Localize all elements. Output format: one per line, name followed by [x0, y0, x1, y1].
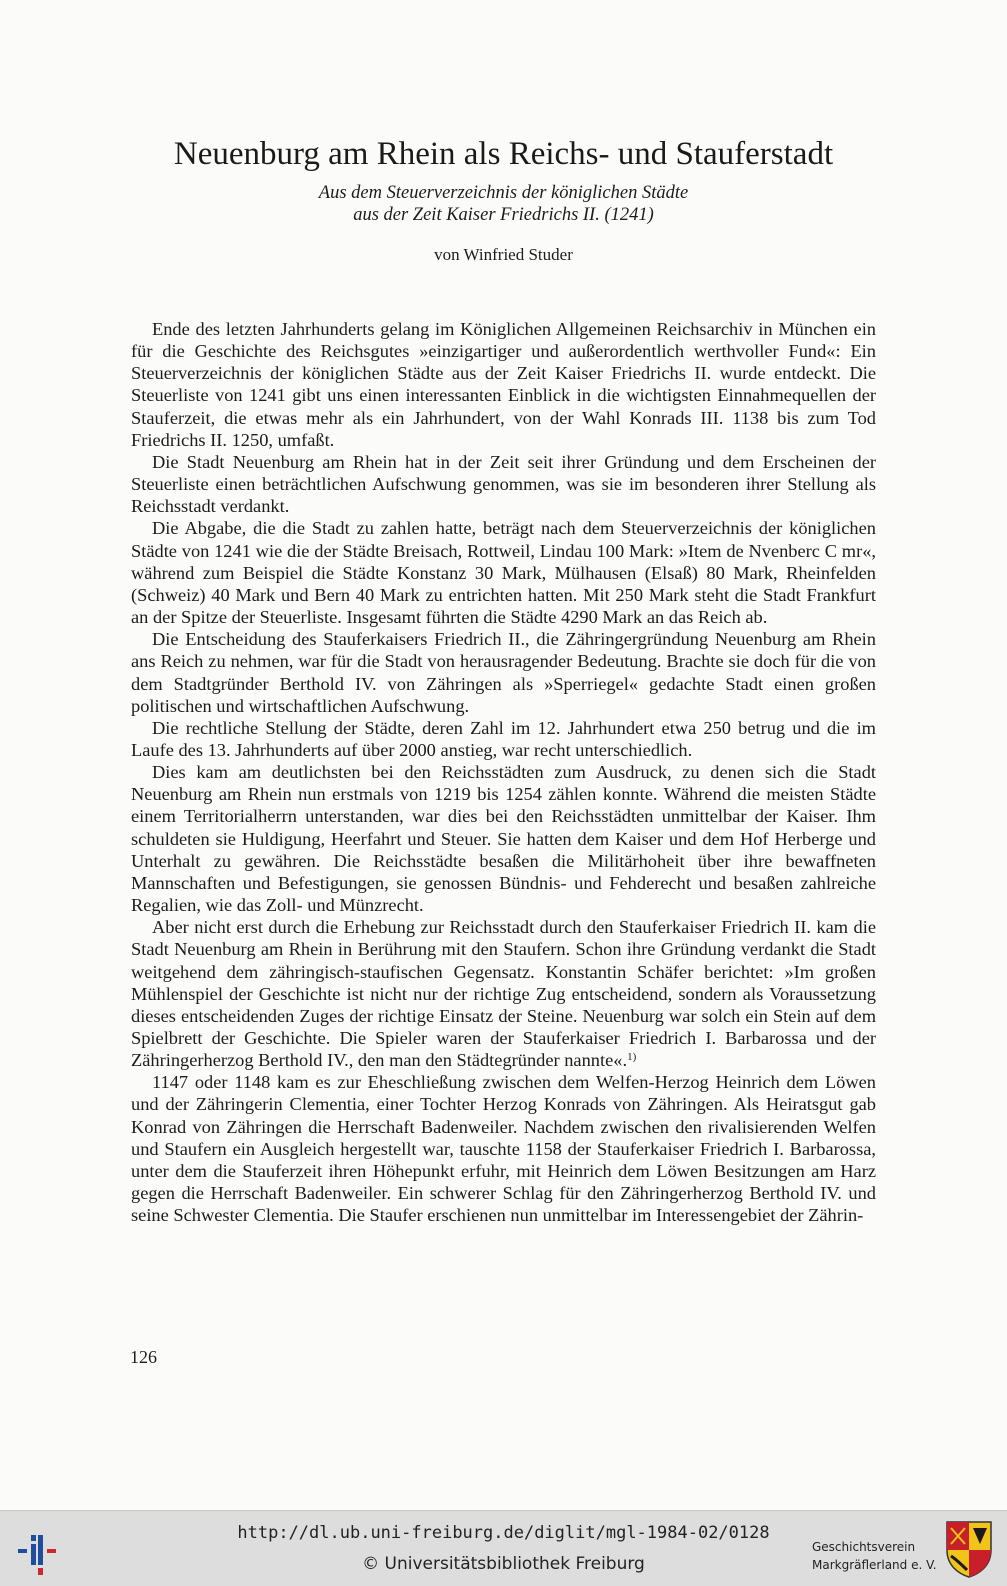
page-number: 126	[130, 1347, 157, 1367]
copyright-notice: © Universitätsbibliothek Freiburg	[362, 1554, 645, 1574]
paragraph: Ende des letzten Jahrhunderts gelang im Königlichen Allgemeinen Reichsarchiv in München ein für die Geschichte des Reichsgutes »einzigartiger und außerordentlich werthvoller Fund«: Ein Steuerverzeichnis der königlichen Städte aus der Zeit Kaiser Friedrichs II. wurde entdeckt. Die Steuerliste von 1241 gibt uns einen interessanten Einblick in die wichtigsten Einnahmequellen der Stauferzeit, die etwas mehr als ein Jahrhundert, von der Wahl Konrads III. 1138 bis zum Tod Friedrichs II. 1250, umfaßt.	[131, 319, 876, 450]
article-author: von Winfried Studer	[434, 245, 573, 264]
article-subtitle	[0, 182, 1007, 226]
subtitle-line-2: aus der Zeit Kaiser Friedrichs II. (1241)	[353, 205, 654, 225]
coat-of-arms-icon	[945, 1520, 993, 1578]
footer-bar	[0, 1510, 1007, 1586]
footnote-marker[interactable]: 1)	[627, 1051, 637, 1064]
document-url-link[interactable]: http://dl.ub.uni-freiburg.de/diglit/mgl-1984-02/0128	[237, 1523, 770, 1543]
paragraph: Die rechtliche Stellung der Städte, deren Zahl im 12. Jahrhundert etwa 250 betrug und die im Laufe des 13. Jahrhunderts auf über 2000 anstieg, war recht unterschiedlich.	[131, 717, 876, 760]
society-name-line-1: Geschichtsverein	[812, 1540, 916, 1554]
paragraph: Die Entscheidung des Stauferkaisers Friedrich II., die Zähringergründung Neuenburg am Rhein ans Reich zu nehmen, war für die Stadt von herausragender Bedeutung. Brachte sie doch für die von dem Stadtgründer Berthold IV. von Zähringen als »Sperriegel« gedachte Stadt einen großen politischen und wirtschaftlichen Aufschwung.	[131, 629, 876, 716]
paragraph: Die Abgabe, die die Stadt zu zahlen hatte, beträgt nach dem Steuerverzeichnis der königlichen Städte von 1241 wie die der Städte Breisach, Rottweil, Lindau 100 Mark: »Item de Nvenberc C mr«, während zum Beispiel die Städte Konstanz 30 Mark, Mülhausen (Elsaß) 80 Mark, Rheinfelden (Schweiz) 40 Mark und Bern 40 Mark zu entrichten hatten. Mit 250 Mark steht die Stadt Frankfurt an der Spitze der Steuerliste. Insgesamt führten die Städte 4290 Mark an das Reich ab.	[131, 518, 876, 628]
paragraph	[131, 916, 876, 1071]
article-title: Neuenburg am Rhein als Reichs- und Stauferstadt	[173, 136, 834, 172]
paragraph: 1147 oder 1148 kam es zur Eheschließung zwischen dem Welfen-Herzog Heinrich dem Löwen und der Zähringerin Clementia, einer Tochter Herzog Konrads von Zähringen. Als Heiratsgut gab Konrad von Zähringen die Herrschaft Badenweiler. Nachdem zwischen den rivalisierenden Welfen und Staufern ein Ausgleich hergestellt war, tauschte 1158 der Stauferkaiser Friedrich I. Barbarossa, unter dem die Stauferzeit ihren Höhepunkt erfuhr, mit Heinrich dem Löwen Besitzungen am Harz gegen die Herrschaft Badenweiler. Ein schwerer Schlag für den Zähringerherzog Berthold IV. und seine Schwester Clementia. Die Staufer erschienen nun unmittelbar im Interessengebiet der Zährin-	[131, 1072, 876, 1226]
paragraph-text: Aber nicht erst durch die Erhebung zur Reichsstadt durch den Stauferkaiser Friedrich II. kam die Stadt Neuenburg am Rhein in Berührung mit den Staufern. Schon ihre Gründung verdankt die Stadt weitgehend dem zähringisch-staufischen Gegensatz. Konstantin Schäfer berichtet: »Im großen Mühlenspiel der Geschichte ist nicht nur der richtige Zug entscheidend, sondern als Voraussetzung dieses entscheidenden Zuges der richtige Einsatz der Steine. Neuenburg war solch ein Stein auf dem Spielbrett der Geschichte. Die Spieler waren der Stauferkaiser Friedrich I. Barbarossa und der Zähringerherzog Berthold IV., den man den Städtegründer nannte«.	[131, 917, 876, 1071]
paragraph: Dies kam am deutlichsten bei den Reichsstädten zum Ausdruck, zu denen sich die Stadt Neuenburg am Rhein nun erstmals von 1219 bis 1254 zählen konnte. Während die meisten Städte einem Territorialherrn unterstanden, war dies bei den Reichsstädten unmittelbar der Kaiser. Ihm schuldeten sie Huldigung, Heerfahrt und Steuer. Sie hatten dem Kaiser und dem Hof Herberge und Unterhalt zu gewähren. Die Reichsstädte besaßen die Militärhoheit über ihre bewaffneten Mannschaften und Befestigungen, sie genossen Bündnis- und Fehderecht und besaßen zahlreiche Regalien, wie das Zoll- und Münzrecht.	[131, 762, 876, 916]
society-name-line-2: Markgräflerland e. V.	[812, 1558, 937, 1572]
paragraph: Die Stadt Neuenburg am Rhein hat in der Zeit seit ihrer Gründung und dem Erscheinen der Steuerliste einen beträchtlichen Aufschwung genommen, was sie im besonderen ihrer Stellung als Reichsstadt verdankt.	[131, 451, 876, 517]
article-body	[131, 318, 876, 1226]
subtitle-line-1: Aus dem Steuerverzeichnis der königlichen Städte	[318, 183, 689, 203]
society-name	[812, 1538, 942, 1574]
